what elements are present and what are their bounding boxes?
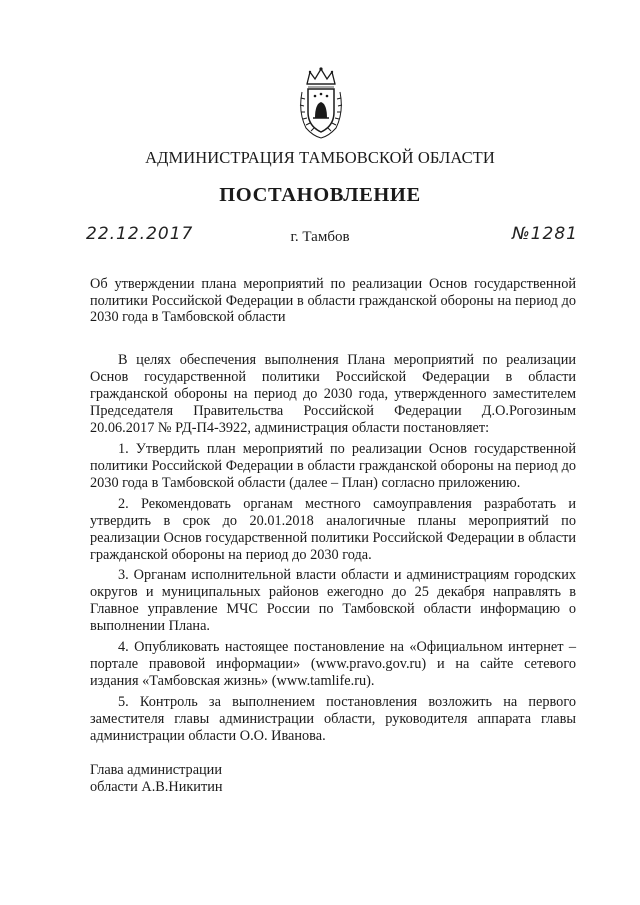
body-item-1: 1. Утвердить план мероприятий по реализации Основ государственной политики Российской Федерации в области гражданской обороны на период до 2030 года в Тамбовской области (далее – План) согласно приложению.: [90, 440, 576, 491]
document-body: [90, 352, 576, 749]
document-date: 22.12.2017: [86, 224, 194, 244]
body-item-3: 3. Органам исполнительной власти области и администрациям городских округов и муниципальных районов ежегодно до 25 декабря направлять в Главное управление МЧС России по Тамбовской области информацию о выполнении Плана.: [90, 567, 576, 635]
signature-block: [90, 762, 223, 796]
organization-name: АДМИНИСТРАЦИЯ ТАМБОВСКОЙ ОБЛАСТИ: [145, 148, 495, 167]
document-type-title: ПОСТАНОВЛЕНИЕ: [219, 184, 421, 206]
body-item-4: 4. Опубликовать настоящее постановление на «Официальном интернет – портале правовой информации» (www.pravo.gov.ru) и на сайте сетевого издания «Тамбовская жизнь» (www.tamlife.ru).: [90, 639, 576, 690]
body-item-2: 2. Рекомендовать органам местного самоуправления разработать и утвердить в срок до 20.01.2018 аналогичные планы мероприятий по реализации Основ государственной политики Российской Федерации в области гражданской обороны на период до 2030 года.: [90, 495, 576, 563]
tambov-coat-of-arms-icon: [296, 66, 346, 140]
signature-name: области А.В.Никитин: [90, 779, 223, 795]
body-intro-paragraph: В целях обеспечения выполнения Плана мероприятий по реализации Основ государственной политики Российской Федерации в области гражданской обороны на период до 2030 года, утвержденного заместителем Председателя Правительства Российской Федерации Д.О.Рогозиным 20.06.2017 № РД-П4-3922, администрация области постановляет:: [90, 352, 576, 437]
document-number: №1281: [512, 224, 578, 244]
signature-title: Глава администрации: [90, 762, 222, 778]
document-subject: Об утверждении плана мероприятий по реализации Основ государственной политики Российской Федерации в области гражданской обороны на период до 2030 года в Тамбовской области: [90, 276, 576, 325]
body-item-5: 5. Контроль за выполнением постановления возложить на первого заместителя главы администрации области, руководителя аппарата главы администрации области О.О. Иванова.: [90, 693, 576, 744]
document-city: г. Тамбов: [290, 229, 350, 245]
